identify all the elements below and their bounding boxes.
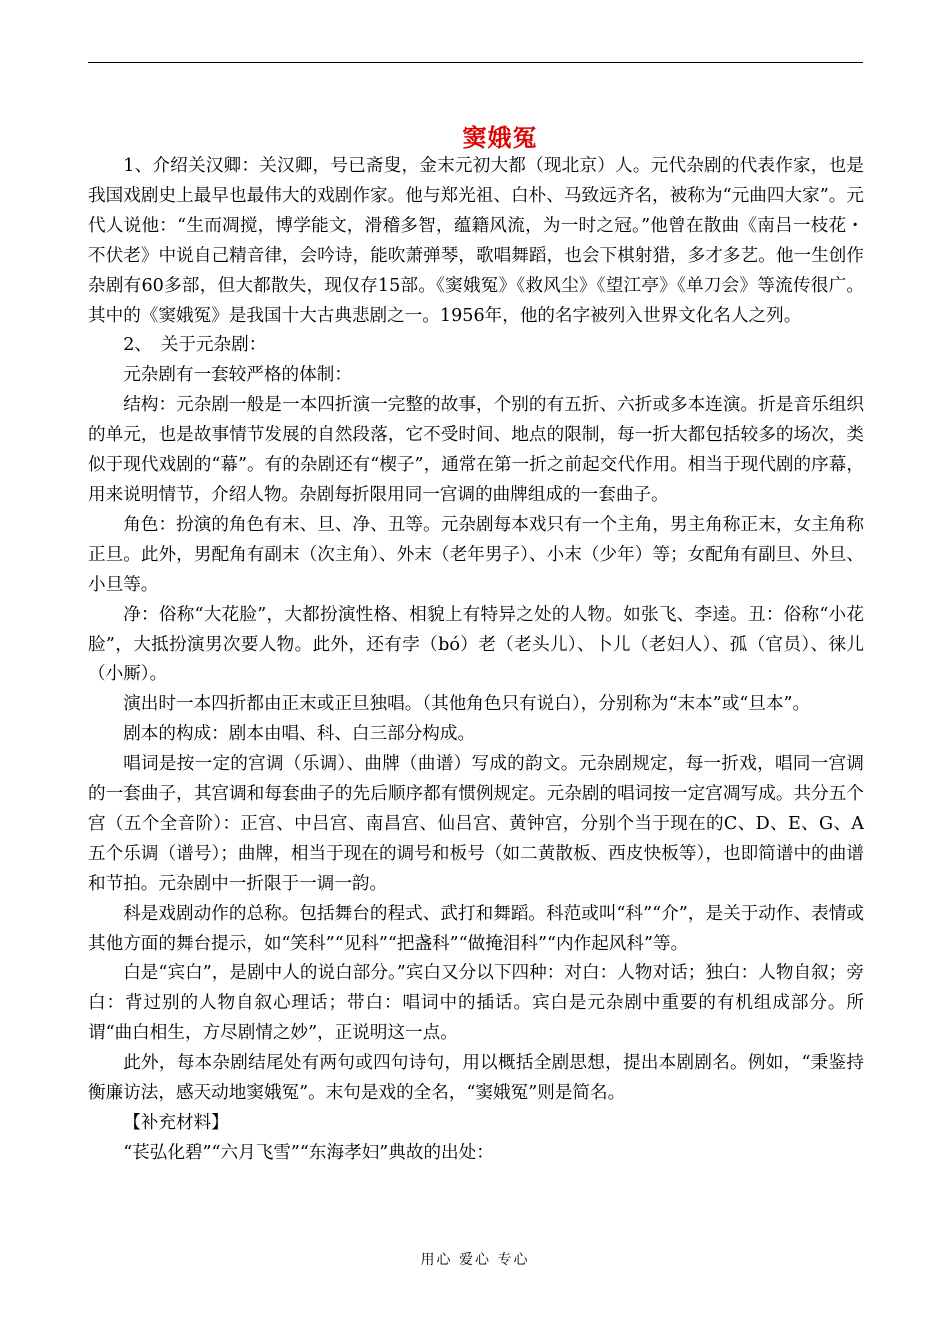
paragraph-script-composition: 剧本的构成：剧本由唱、科、白三部分构成。 [123,724,476,745]
paragraph-allusions: “苌弘化碧”“六月飞雪”“东海孝妇”典故的出处： [123,1142,494,1163]
page-footer: 用心 爱心 专心 [420,1252,530,1268]
paragraph-jing-chou: 净：俗称“大花脸”，大都扮演性格、相貌上有特异之处的人物。如张飞、李逵。丑：俗称“小花脸”，大抵扮演男次要人物。此外，还有孛（bó）老（老头儿）、卜儿（老妇人）、孤（官员）、徕儿（小厮）。 [88,604,864,685]
paragraph-intro-guan-hanqing: 1、介绍关汉卿：关汉卿，号已斋叟，金末元初大都（现北京）人。元代杂剧的代表作家，也是我国戏剧史上最早也最伟大的戏剧作家。他与郑光祖、白朴、马致远齐名，被称为“元曲四大家”。元代人说他：“生而凋搅，博学能文，滑稽多智，蕴籍风流，为一时之冠。”他曾在散曲《南吕一枝花・不伏老》中说自己精音律，会吟诗，能吹萧弹琴，歌唱舞蹈，也会下棋射猎，多才多艺。他一生创作杂剧有60多部，但大都散失，现仅存15部。《窦娥冤》《救风尘》《望江亭》《单刀会》等流传很广。其中的《窦娥冤》是我国十大古典悲剧之一。1956年，他的名字被列入世界文化名人之列。 [88,156,864,326]
paragraph-yuan-zaju-heading: 2、 关于元杂剧： [123,335,267,356]
paragraph-system: 元杂剧有一套较严格的体制： [123,365,352,386]
article-body [88,152,864,1169]
paragraph-closing-verse: 此外，每本杂剧结尾处有两句或四句诗句，用以概括全剧思想，提出本剧剧名。例如，“秉鉴持衡廉访法，感天动地窦娥冤”。末句是戏的全名，“窦娥冤”则是简名。 [88,1053,864,1104]
paragraph-roles: 角色：扮演的角色有末、旦、净、丑等。元杂剧每本戏只有一个主角，男主角称正末，女主角称正旦。此外，男配角有副末（次主角）、外末（老年男子）、小末（少年）等；女配角有副旦、外旦、小旦等。 [88,514,864,595]
page-title: 窦娥冤 [462,123,538,152]
header-rule [88,62,863,63]
paragraph-ke: 科是戏剧动作的总称。包括舞台的程式、武打和舞蹈。科范或叫“科”“介”，是关于动作、表情或其他方面的舞台提示，如“笑科”“见科”“把盏科”“做掩泪科”“内作起风科”等。 [88,903,864,954]
paragraph-performance: 演出时一本四折都由正末或正旦独唱。（其他角色只有说白），分别称为“末本”或“旦本”。 [123,694,811,715]
paragraph-lyrics: 唱词是按一定的宫调（乐调）、曲牌（曲谱）写成的韵文。元杂剧规定，每一折戏，唱同一宫调的一套曲子，其宫调和每套曲子的先后顺序都有惯例规定。元杂剧的唱词按一定宫凋写成。共分五个宫（五个全音阶）：正宫、中吕宫、南昌宫、仙吕宫、黄钟宫，分别个当于现在的C、D、E、G、A五个乐调（谱号）；曲牌，相当于现在的调号和板号（如二黄散板、西皮快板等），也即简谱中的曲谱和节拍。元杂剧中一折限于一调一韵。 [88,754,864,894]
paragraph-structure: 结构：元杂剧一般是一本四折演一完整的故事，个别的有五折、六折或多本连演。折是音乐组织的单元，也是故事情节发展的自然段落，它不受时间、地点的限制，每一折大都包括较多的场次，类似于现代戏剧的“幕”。有的杂剧还有“楔子”，通常在第一折之前起交代作用。相当于现代剧的序幕，用来说明情节，介绍人物。杂剧每折限用同一宫调的曲牌组成的一套曲子。 [88,395,864,505]
paragraph-bai: 白是“宾白”，是剧中人的说白部分。”宾白又分以下四种：对白：人物对话；独白：人物自叙；旁白：背过别的人物自叙心理话；带白：唱词中的插话。宾白是元杂剧中重要的有机组成部分。所谓“曲白相生，方尽剧情之妙”，正说明这一点。 [88,963,864,1044]
paragraph-supplement-heading: 【补充材料】 [123,1113,229,1133]
